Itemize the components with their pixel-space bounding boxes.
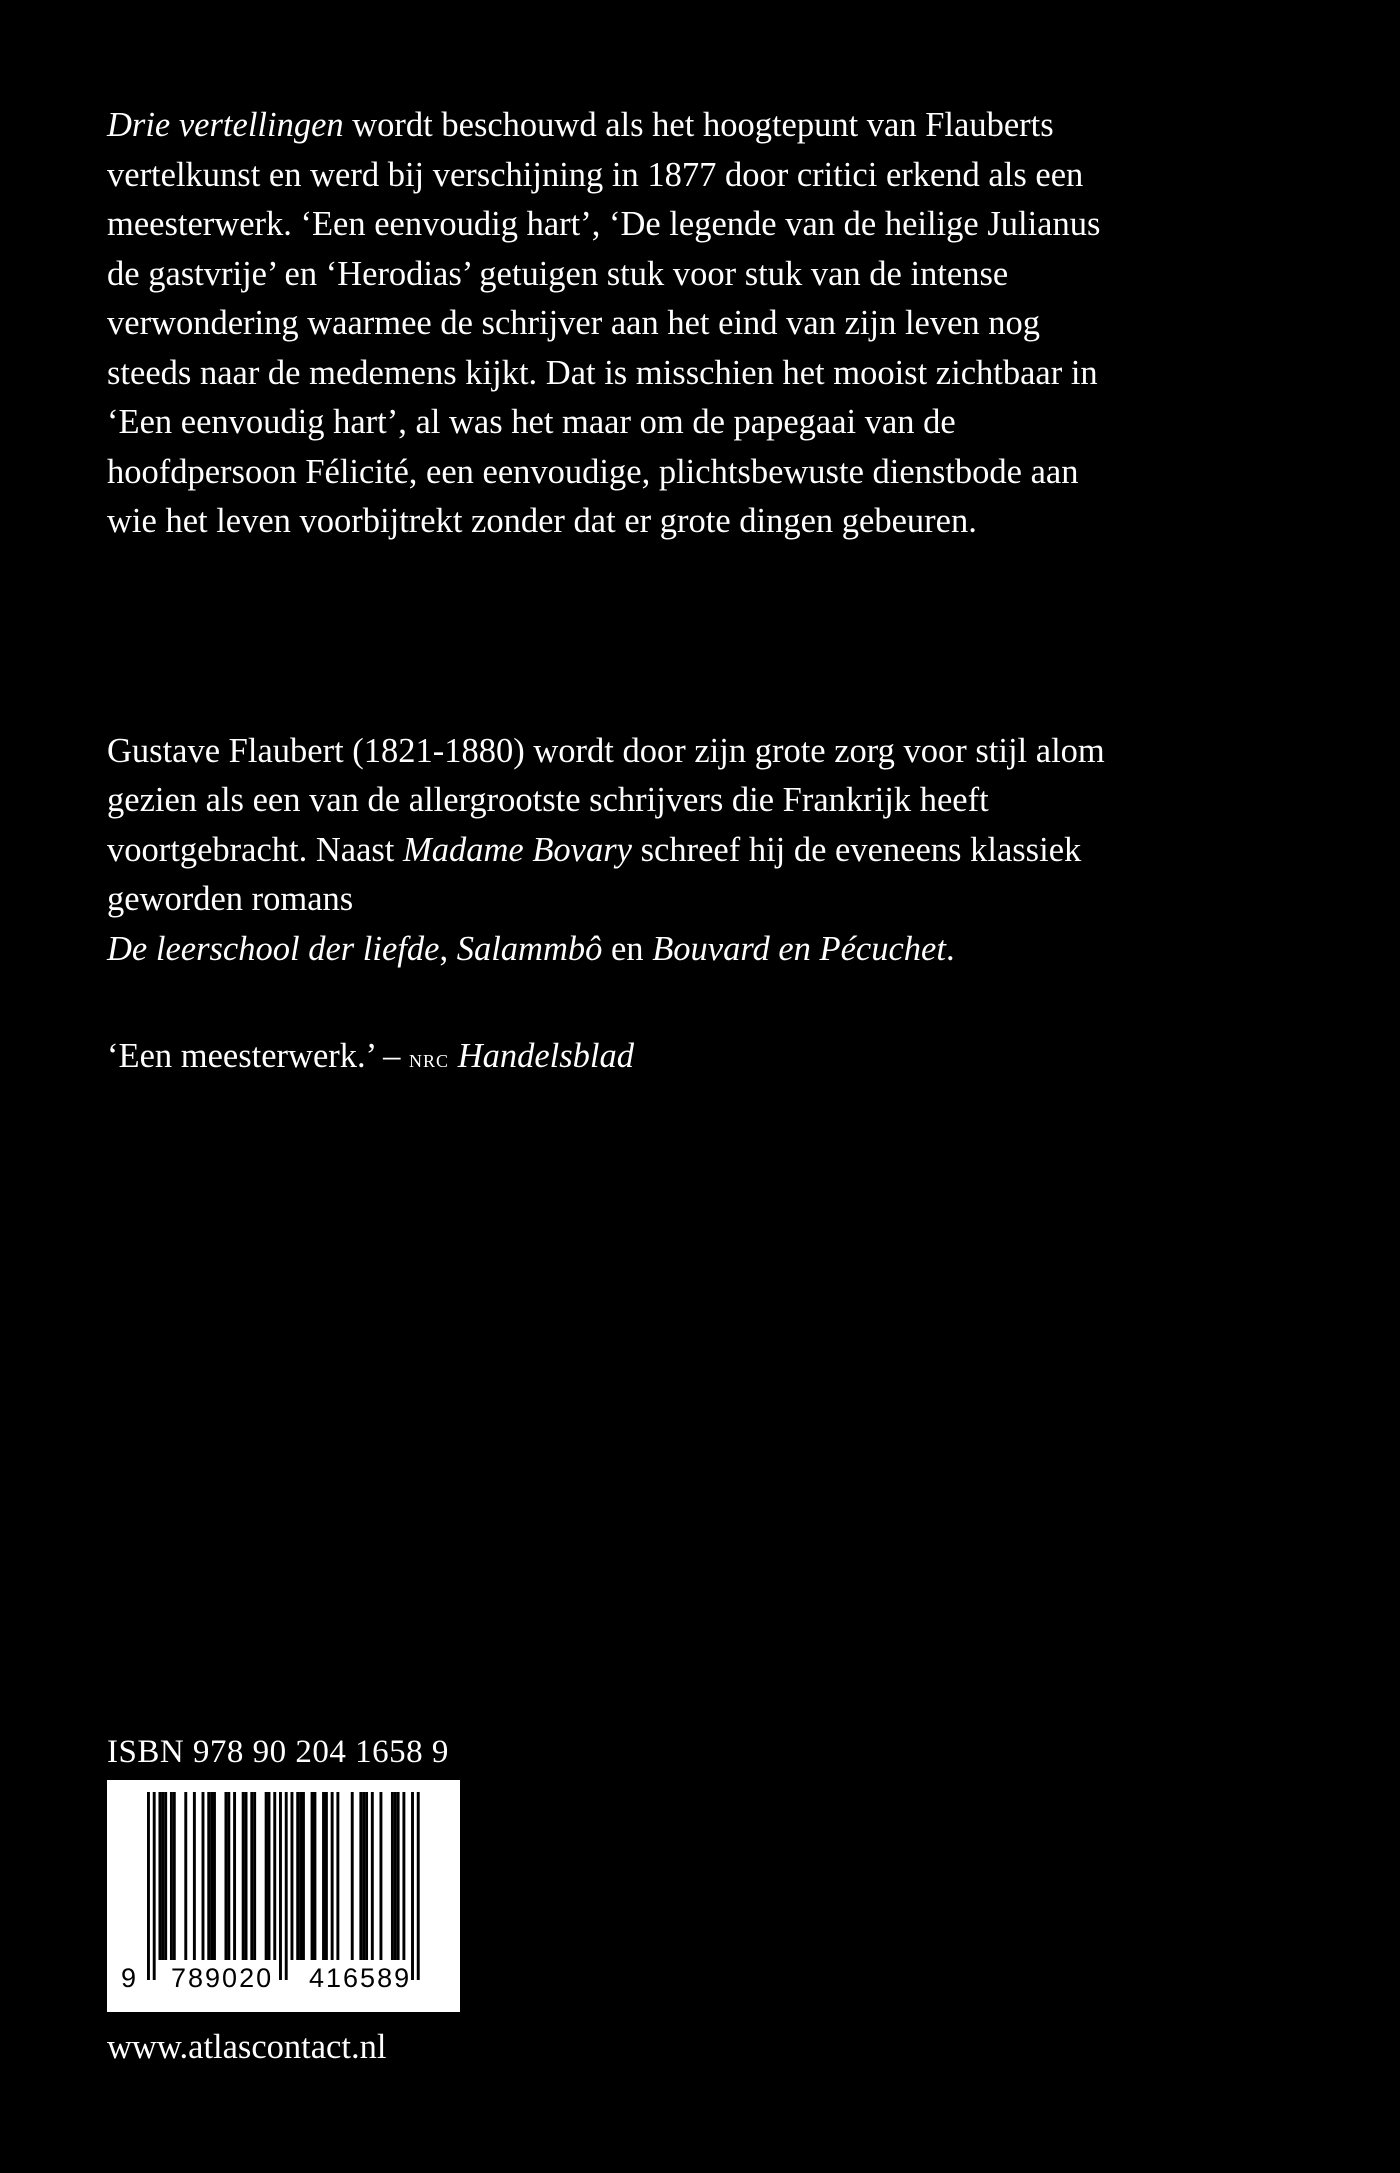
isbn-label: ISBN 978 90 204 1658 9	[107, 1734, 449, 1770]
barcode-bar	[391, 1792, 394, 1960]
barcode-bar	[161, 1792, 164, 1960]
barcode	[107, 1780, 460, 2012]
barcode-bar	[158, 1792, 161, 1960]
bio-sep2: en	[602, 929, 653, 968]
quote-text: ‘Een meesterwerk.’ –	[107, 1037, 410, 1075]
barcode-bar	[296, 1792, 299, 1960]
quote-source-nrc: nrc	[409, 1044, 450, 1073]
barcode-bar	[193, 1792, 196, 1960]
barcode-bar	[331, 1792, 334, 1960]
barcode-bar	[233, 1792, 236, 1960]
barcode-bar	[394, 1792, 397, 1960]
quote-source-handelsblad: Handelsblad	[457, 1037, 635, 1075]
barcode-bar	[402, 1792, 405, 1960]
book-title-madame-bovary: Madame Bovary	[403, 830, 632, 869]
book-title-bouvard: Bouvard en Pécuchet	[652, 929, 946, 968]
author-bio	[107, 692, 1107, 1009]
bio-end: .	[945, 929, 955, 968]
barcode-bar	[224, 1792, 227, 1960]
barcode-bar	[311, 1792, 314, 1960]
book-title-leerschool: De leerschool der liefde	[107, 929, 440, 968]
barcode-bar	[268, 1792, 271, 1960]
barcode-bar	[184, 1792, 187, 1960]
barcode-bar	[351, 1792, 354, 1960]
barcode-bar	[291, 1792, 294, 1960]
barcode-bar	[371, 1792, 374, 1960]
barcode-guard-bar	[411, 1792, 414, 1980]
barcode-guard-bar	[279, 1792, 282, 1980]
publisher-website: www.atlascontact.nl	[107, 2028, 387, 2066]
blurb-paragraph	[107, 101, 1107, 547]
barcode-bar	[253, 1792, 256, 1960]
barcode-bar	[322, 1792, 325, 1960]
barcode-bar	[210, 1792, 213, 1960]
bio-part2: schreef hij de eveneens klassiek geworden romans	[107, 830, 1082, 918]
barcode-digits-left: 789020	[171, 1963, 274, 1993]
bio-sep1: ,	[439, 929, 457, 968]
barcode-bar	[336, 1792, 339, 1960]
barcode-bar	[242, 1792, 245, 1960]
barcode-guard-bar	[147, 1792, 150, 1980]
barcode-digit-first: 9	[121, 1963, 139, 1993]
barcode-bar	[325, 1792, 328, 1960]
barcode-bar	[379, 1792, 382, 1960]
barcode-bar	[299, 1792, 302, 1960]
barcode-bar	[170, 1792, 173, 1960]
bio-part1: Gustave Flaubert (1821-1880) wordt door zijn grote zorg voor stijl alom gezien als een van de allergrootste schrijvers die Frankrijk heeft voortgebracht. Naast	[107, 731, 1105, 869]
barcode-bar	[250, 1792, 253, 1960]
barcode-bar	[227, 1792, 230, 1960]
barcode-bar	[273, 1792, 276, 1960]
barcode-guard-bar	[285, 1792, 288, 1980]
barcode-bar	[265, 1792, 268, 1960]
book-title-drie-vertellingen: Drie vertellingen	[107, 106, 344, 144]
barcode-bar	[359, 1792, 362, 1960]
barcode-bar	[365, 1792, 368, 1960]
barcode-bar	[213, 1792, 216, 1960]
review-quote	[107, 1032, 634, 1084]
barcode-bar	[207, 1792, 210, 1960]
barcode-bar	[362, 1792, 365, 1960]
blurb-body: wordt beschouwd als het hoogtepunt van Flauberts vertelkunst en werd bij verschijning in 1877 door critici erkend als een meesterwerk. ‘Een eenvoudig hart’, ‘De legende van de heilige Julianus de gastvrije’ en ‘Herodias’ getuigen stuk voor stuk van de intense verwondering waarmee de schrijver aan het eind van zijn leven nog steeds naar de medemens kijkt. Dat is misschien het mooist zichtbaar in ‘Een eenvoudig hart’, al was het maar om de papegaai van de hoofdpersoon Félicité, een eenvoudige, plichtsbewuste dienstbode aan wie het leven voorbijtrekt zonder dat er grote dingen gebeuren.	[107, 106, 1101, 540]
barcode-guard-bar	[417, 1792, 420, 1980]
barcode-bar	[245, 1792, 248, 1960]
barcode-bar	[202, 1792, 205, 1960]
barcode-guard-bar	[153, 1792, 156, 1980]
barcode-bar	[173, 1792, 176, 1960]
book-title-salammbo: Salammbô	[456, 929, 603, 968]
barcode-bar	[302, 1792, 305, 1960]
blurb-text	[107, 101, 1107, 547]
barcode-bar	[164, 1792, 167, 1960]
barcode-bar	[313, 1792, 316, 1960]
barcode-bar	[397, 1792, 400, 1960]
bio-text	[107, 727, 1107, 975]
barcode-digits-right: 416589	[309, 1963, 412, 1993]
